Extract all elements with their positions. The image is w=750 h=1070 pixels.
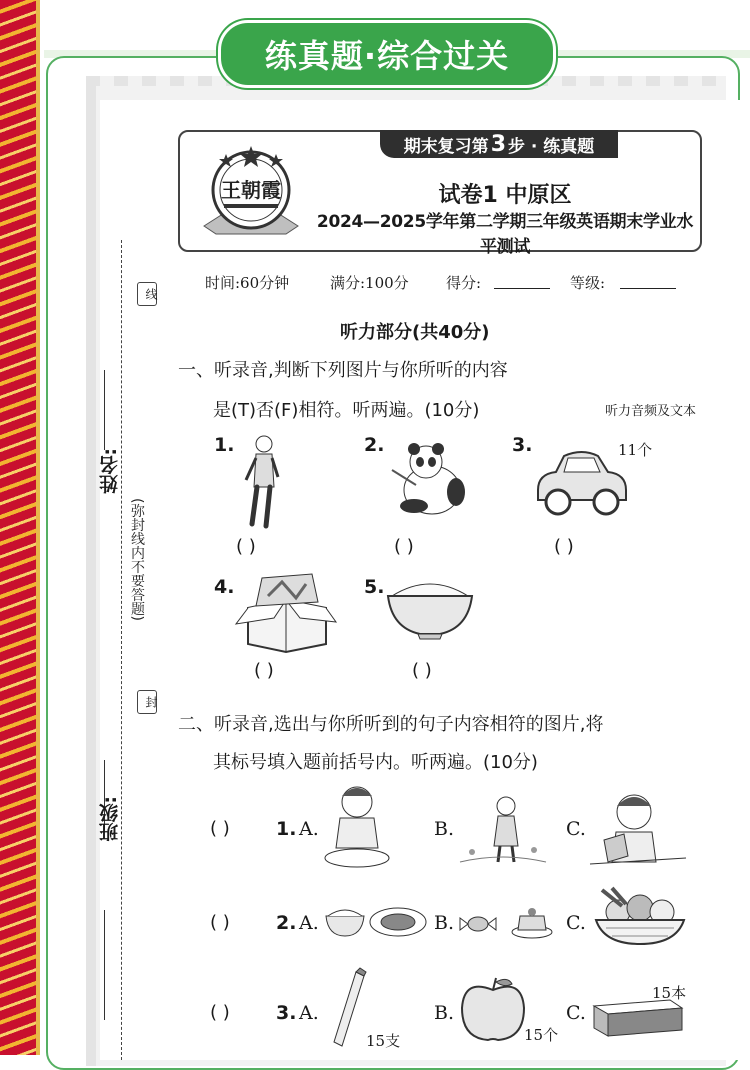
panda-picture xyxy=(386,440,466,520)
decorative-border-strip xyxy=(0,0,36,1055)
question1-line2: 是(T)否(F)相符。听两遍。(10分) xyxy=(213,400,480,421)
seal-notice: (弥封线内不要答题) xyxy=(129,498,145,621)
q2-item1-answer[interactable]: ( ) xyxy=(210,818,230,839)
q1-item3-answer[interactable]: ( ) xyxy=(554,536,574,557)
rice-bowl-picture xyxy=(384,572,476,644)
q2-item1-number: 1. xyxy=(276,818,297,840)
audio-note[interactable]: 听力音频及文本 xyxy=(605,404,697,419)
logo-text: 王朝霞 xyxy=(221,178,281,202)
q2-item3-number: 3. xyxy=(276,1002,297,1024)
girl-park-picture xyxy=(458,790,548,872)
candy-and-cake-picture xyxy=(458,904,554,944)
review-step-tab xyxy=(380,130,618,158)
time-info: 时间:60分钟 xyxy=(205,274,290,292)
section-heading: 听力部分(共40分) xyxy=(340,322,490,343)
name-blank[interactable] xyxy=(104,370,105,450)
q2-item2-option-c[interactable]: C. xyxy=(566,912,586,934)
class-label: 班级: xyxy=(99,796,121,842)
toy-car-picture xyxy=(534,446,630,522)
q1-item4-answer[interactable]: ( ) xyxy=(254,660,274,681)
boy-sitting-picture xyxy=(322,784,392,874)
q1-item1-number: 1. xyxy=(214,434,235,456)
q2-item2-answer[interactable]: ( ) xyxy=(210,912,230,933)
q1-item3-number: 3. xyxy=(512,434,533,456)
full-score-info: 满分:100分 xyxy=(330,274,409,292)
pencil-picture xyxy=(330,970,370,1054)
publisher-logo xyxy=(196,140,306,244)
question1-line1: 一、听录音,判断下列图片与你所听的内容 xyxy=(178,360,508,381)
score-label: 得分: xyxy=(446,274,482,292)
seal-char: 封 xyxy=(137,690,157,714)
q1-item3-caption: 11个 xyxy=(618,441,653,459)
q1-item2-number: 2. xyxy=(364,434,385,456)
q2-item2-number: 2. xyxy=(276,912,297,934)
q1-item5-number: 5. xyxy=(364,576,385,598)
tab-suffix: 步 · 练真题 xyxy=(508,136,595,157)
q1-item4-number: 4. xyxy=(214,576,235,598)
q2-item1-option-a[interactable]: A. xyxy=(299,818,319,840)
box-picture xyxy=(234,572,338,656)
q2-item3-option-a[interactable]: A. xyxy=(299,1002,319,1024)
name-label: 姓名: xyxy=(99,448,121,494)
q2-item1-option-b[interactable]: B. xyxy=(434,818,455,840)
fruit-basket-picture xyxy=(592,886,688,950)
apple-picture xyxy=(458,976,528,1046)
q2-item3-caption-b: 15个 xyxy=(524,1026,559,1044)
q2-item1-option-c[interactable]: C. xyxy=(566,818,586,840)
q1-item5-answer[interactable]: ( ) xyxy=(412,660,432,681)
q2-item2-option-b[interactable]: B. xyxy=(434,912,455,934)
q2-item2-option-a[interactable]: A. xyxy=(299,912,319,934)
q2-item3-caption-a: 15支 xyxy=(366,1032,401,1050)
girl-walking-picture xyxy=(242,432,282,536)
seal-line-char: 线 xyxy=(137,282,157,306)
seal-line xyxy=(121,240,122,1060)
section-banner: 练真题·综合过关 xyxy=(218,20,556,88)
boy-reading-picture xyxy=(590,790,688,870)
grade-label: 等级: xyxy=(570,274,606,292)
question2-line2: 其标号填入题前括号内。听两遍。(10分) xyxy=(213,752,538,773)
grade-blank[interactable] xyxy=(620,288,676,289)
question2-line1: 二、听录音,选出与你所听到的句子内容相符的图片,将 xyxy=(178,714,604,735)
q2-item3-answer[interactable]: ( ) xyxy=(210,1002,230,1023)
tab-step: 3 xyxy=(490,131,506,157)
exam-title: 试卷1 中原区 xyxy=(438,183,572,208)
q1-item1-answer[interactable]: ( ) xyxy=(236,536,256,557)
score-blank[interactable] xyxy=(494,288,550,289)
exam-subtitle: 2024—2025学年第二学期三年级英语期末学业水平测试 xyxy=(316,212,694,257)
border-edge xyxy=(36,0,40,1055)
rice-and-meat-picture xyxy=(324,902,428,944)
school-blank[interactable] xyxy=(104,910,105,1020)
q2-item3-option-c[interactable]: C. xyxy=(566,1002,586,1024)
q1-item2-answer[interactable]: ( ) xyxy=(394,536,414,557)
q2-item3-caption-c: 15本 xyxy=(652,984,687,1002)
tab-prefix: 期末复习第 xyxy=(403,136,489,157)
q2-item3-option-b[interactable]: B. xyxy=(434,1002,455,1024)
